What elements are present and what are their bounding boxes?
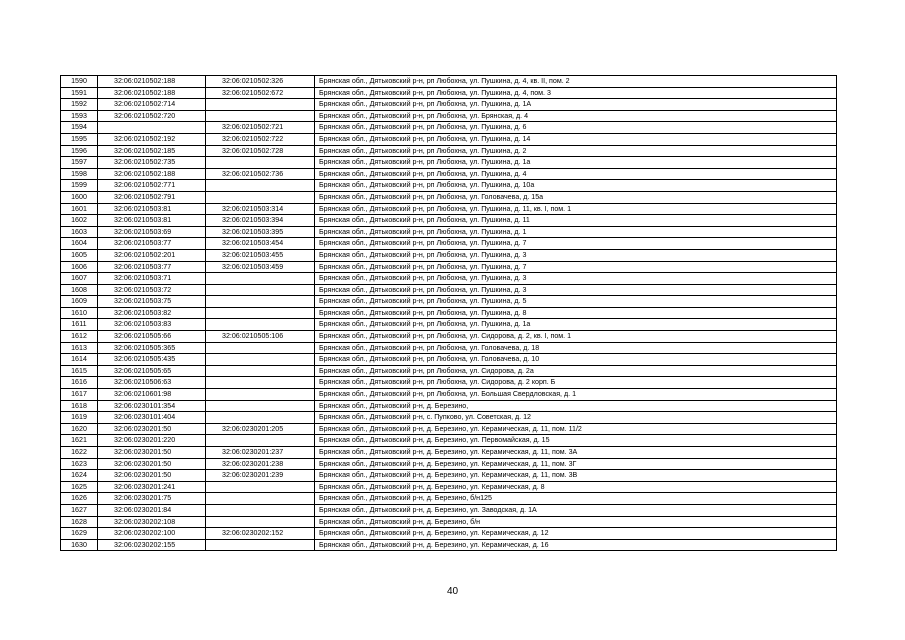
row-number-cell: 1611	[61, 319, 98, 331]
table-row	[61, 226, 837, 238]
address-cell: Брянская обл., Дятьковский р-н, рп Любохна, ул. Пушкина, д. 3	[315, 273, 837, 285]
parcel-number-cell: 32:06:0230201:220	[98, 435, 206, 447]
row-number-cell: 1615	[61, 365, 98, 377]
row-number-cell: 1602	[61, 215, 98, 227]
parcel-number-cell: 32:06:0230201:50	[98, 470, 206, 482]
object-number-cell: 32:06:0210502:722	[206, 133, 315, 145]
row-number-cell: 1628	[61, 516, 98, 528]
row-number-cell: 1609	[61, 296, 98, 308]
object-number-cell: 32:06:0230201:239	[206, 470, 315, 482]
table-row	[61, 87, 837, 99]
parcel-number-cell: 32:06:0210503:82	[98, 307, 206, 319]
row-number-cell: 1619	[61, 412, 98, 424]
address-cell: Брянская обл., Дятьковский р-н, рп Любохна, ул. Пушкина, д. 3	[315, 249, 837, 261]
row-number-cell: 1622	[61, 447, 98, 459]
parcel-number-cell: 32:06:0210503:81	[98, 215, 206, 227]
table-row	[61, 516, 837, 528]
object-number-cell: 32:06:0230201:205	[206, 423, 315, 435]
parcel-number-cell: 32:06:0210502:188	[98, 87, 206, 99]
row-number-cell: 1594	[61, 122, 98, 134]
object-number-cell: 32:06:0210502:736	[206, 168, 315, 180]
parcel-number-cell: 32:06:0230202:108	[98, 516, 206, 528]
address-cell: Брянская обл., Дятьковский р-н, рп Любохна, ул. Сидорова, д. 2, кв. I, пом. 1	[315, 331, 837, 343]
row-number-cell: 1598	[61, 168, 98, 180]
parcel-number-cell: 32:06:0210503:75	[98, 296, 206, 308]
parcel-number-cell: 32:06:0210503:69	[98, 226, 206, 238]
address-cell: Брянская обл., Дятьковский р-н, рп Любохна, ул. Пушкина, д. 10а	[315, 180, 837, 192]
row-number-cell: 1604	[61, 238, 98, 250]
row-number-cell: 1603	[61, 226, 98, 238]
row-number-cell: 1591	[61, 87, 98, 99]
table-row	[61, 423, 837, 435]
address-cell: Брянская обл., Дятьковский р-н, рп Любохна, ул. Пушкина, д. 7	[315, 238, 837, 250]
table-row	[61, 435, 837, 447]
row-number-cell: 1612	[61, 331, 98, 343]
address-cell: Брянская обл., Дятьковский р-н, рп Любохна, ул. Пушкина, д. 11, кв. I, пом. 1	[315, 203, 837, 215]
table-row	[61, 354, 837, 366]
parcel-number-cell: 32:06:0210503:72	[98, 284, 206, 296]
address-cell: Брянская обл., Дятьковский р-н, д. Березино, ул. Керамическая, д. 11, пом. 3В	[315, 470, 837, 482]
address-cell: Брянская обл., Дятьковский р-н, д. Березино, б/н125	[315, 493, 837, 505]
parcel-number-cell: 32:06:0210502:735	[98, 157, 206, 169]
parcel-number-cell: 32:06:0210505:66	[98, 331, 206, 343]
table-row	[61, 203, 837, 215]
row-number-cell: 1601	[61, 203, 98, 215]
table-row	[61, 331, 837, 343]
object-number-cell: 32:06:0230202:152	[206, 528, 315, 540]
object-number-cell: 32:06:0210505:106	[206, 331, 315, 343]
address-cell: Брянская обл., Дятьковский р-н, д. Березино,	[315, 400, 837, 412]
table-row	[61, 504, 837, 516]
address-cell: Брянская обл., Дятьковский р-н, рп Любохна, ул. Пушкина, д. 2	[315, 145, 837, 157]
object-number-cell: 32:06:0210503:459	[206, 261, 315, 273]
object-number-cell	[206, 365, 315, 377]
address-cell: Брянская обл., Дятьковский р-н, рп Любохна, ул. Брянская, д. 4	[315, 110, 837, 122]
row-number-cell: 1627	[61, 504, 98, 516]
table-row	[61, 481, 837, 493]
table-row	[61, 180, 837, 192]
row-number-cell: 1595	[61, 133, 98, 145]
object-number-cell	[206, 180, 315, 192]
object-number-cell	[206, 110, 315, 122]
address-cell: Брянская обл., Дятьковский р-н, д. Березино, ул. Первомайская, д. 15	[315, 435, 837, 447]
row-number-cell: 1624	[61, 470, 98, 482]
table-row	[61, 215, 837, 227]
object-number-cell: 32:06:0210502:672	[206, 87, 315, 99]
table-row	[61, 122, 837, 134]
object-number-cell	[206, 516, 315, 528]
address-cell: Брянская обл., Дятьковский р-н, д. Березино, ул. Керамическая, д. 16	[315, 539, 837, 551]
address-cell: Брянская обл., Дятьковский р-н, д. Березино, ул. Керамическая, д. 11, пом. 3А	[315, 447, 837, 459]
table-row	[61, 296, 837, 308]
address-cell: Брянская обл., Дятьковский р-н, д. Березино, ул. Керамическая, д. 11, пом. 11/2	[315, 423, 837, 435]
address-cell: Брянская обл., Дятьковский р-н, д. Березино, ул. Керамическая, д. 11, пом. 3Г	[315, 458, 837, 470]
parcel-number-cell: 32:06:0210502:188	[98, 168, 206, 180]
table-row	[61, 145, 837, 157]
address-cell: Брянская обл., Дятьковский р-н, рп Любохна, ул. Пушкина, д. 4	[315, 168, 837, 180]
address-cell: Брянская обл., Дятьковский р-н, рп Любохна, ул. Пушкина, д. 1а	[315, 157, 837, 169]
parcel-number-cell: 32:06:0230101:354	[98, 400, 206, 412]
page-number: 40	[446, 586, 459, 597]
object-number-cell	[206, 273, 315, 285]
object-number-cell	[206, 354, 315, 366]
table-row	[61, 284, 837, 296]
table-row	[61, 447, 837, 459]
parcel-number-cell: 32:06:0210502:771	[98, 180, 206, 192]
row-number-cell: 1616	[61, 377, 98, 389]
object-number-cell	[206, 342, 315, 354]
table-row	[61, 273, 837, 285]
parcel-number-cell: 32:06:0230201:50	[98, 447, 206, 459]
object-number-cell	[206, 377, 315, 389]
parcel-number-cell: 32:06:0210503:83	[98, 319, 206, 331]
address-cell: Брянская обл., Дятьковский р-н, с. Пупково, ул. Советская, д. 12	[315, 412, 837, 424]
object-number-cell	[206, 157, 315, 169]
object-number-cell: 32:06:0230201:238	[206, 458, 315, 470]
parcel-number-cell: 32:06:0210505:365	[98, 342, 206, 354]
address-cell: Брянская обл., Дятьковский р-н, рп Любохна, ул. Пушкина, д. 1А	[315, 99, 837, 111]
object-number-cell	[206, 412, 315, 424]
row-number-cell: 1606	[61, 261, 98, 273]
parcel-number-cell: 32:06:0210502:791	[98, 191, 206, 203]
object-number-cell: 32:06:0210503:314	[206, 203, 315, 215]
row-number-cell: 1607	[61, 273, 98, 285]
parcel-number-cell: 32:06:0230202:155	[98, 539, 206, 551]
row-number-cell: 1608	[61, 284, 98, 296]
address-cell: Брянская обл., Дятьковский р-н, рп Любохна, ул. Пушкина, д. 14	[315, 133, 837, 145]
parcel-number-cell: 32:06:0210505:435	[98, 354, 206, 366]
parcel-number-cell: 32:06:0210502:201	[98, 249, 206, 261]
row-number-cell: 1618	[61, 400, 98, 412]
address-cell: Брянская обл., Дятьковский р-н, рп Любохна, ул. Пушкина, д. 4, пом. 3	[315, 87, 837, 99]
parcel-number-cell: 32:06:0230201:50	[98, 458, 206, 470]
parcel-number-cell: 32:06:0230101:404	[98, 412, 206, 424]
row-number-cell: 1614	[61, 354, 98, 366]
object-number-cell	[206, 319, 315, 331]
table-row	[61, 365, 837, 377]
object-number-cell	[206, 389, 315, 401]
table-row	[61, 493, 837, 505]
table-row	[61, 528, 837, 540]
object-number-cell	[206, 99, 315, 111]
object-number-cell	[206, 191, 315, 203]
table-row	[61, 238, 837, 250]
object-number-cell: 32:06:0210502:728	[206, 145, 315, 157]
object-number-cell	[206, 435, 315, 447]
row-number-cell: 1617	[61, 389, 98, 401]
row-number-cell: 1620	[61, 423, 98, 435]
object-number-cell: 32:06:0210503:395	[206, 226, 315, 238]
table-row	[61, 168, 837, 180]
address-cell: Брянская обл., Дятьковский р-н, д. Березино, ул. Керамическая, д. 12	[315, 528, 837, 540]
row-number-cell: 1626	[61, 493, 98, 505]
table-row	[61, 470, 837, 482]
registry-table	[60, 75, 837, 551]
object-number-cell: 32:06:0210502:721	[206, 122, 315, 134]
address-cell: Брянская обл., Дятьковский р-н, рп Любохна, ул. Пушкина, д. 7	[315, 261, 837, 273]
parcel-number-cell: 32:06:0230201:84	[98, 504, 206, 516]
row-number-cell: 1599	[61, 180, 98, 192]
address-cell: Брянская обл., Дятьковский р-н, рп Любохна, ул. Пушкина, д. 5	[315, 296, 837, 308]
parcel-number-cell: 32:06:0230202:100	[98, 528, 206, 540]
table-row	[61, 377, 837, 389]
table-row	[61, 110, 837, 122]
table-row	[61, 76, 837, 88]
parcel-number-cell: 32:06:0230201:241	[98, 481, 206, 493]
parcel-number-cell: 32:06:0210502:714	[98, 99, 206, 111]
object-number-cell: 32:06:0210502:326	[206, 76, 315, 88]
parcel-number-cell: 32:06:0210503:77	[98, 261, 206, 273]
object-number-cell	[206, 284, 315, 296]
parcel-number-cell: 32:06:0210503:77	[98, 238, 206, 250]
object-number-cell	[206, 307, 315, 319]
address-cell: Брянская обл., Дятьковский р-н, д. Березино, ул. Керамическая, д. 8	[315, 481, 837, 493]
object-number-cell: 32:06:0210503:455	[206, 249, 315, 261]
table-row	[61, 342, 837, 354]
address-cell: Брянская обл., Дятьковский р-н, рп Любохна, ул. Пушкина, д. 1	[315, 226, 837, 238]
address-cell: Брянская обл., Дятьковский р-н, рп Любохна, ул. Пушкина, д. 4, кв. II, пом. 2	[315, 76, 837, 88]
object-number-cell: 32:06:0230201:237	[206, 447, 315, 459]
parcel-number-cell: 32:06:0210503:81	[98, 203, 206, 215]
parcel-number-cell: 32:06:0210505:65	[98, 365, 206, 377]
table-row	[61, 412, 837, 424]
table-row	[61, 458, 837, 470]
parcel-number-cell	[98, 122, 206, 134]
row-number-cell: 1610	[61, 307, 98, 319]
row-number-cell: 1625	[61, 481, 98, 493]
address-cell: Брянская обл., Дятьковский р-н, рп Любохна, ул. Головачева, д. 18	[315, 342, 837, 354]
address-cell: Брянская обл., Дятьковский р-н, рп Любохна, ул. Головачева, д. 10	[315, 354, 837, 366]
object-number-cell	[206, 296, 315, 308]
address-cell: Брянская обл., Дятьковский р-н, рп Любохна, ул. Пушкина, д. 6	[315, 122, 837, 134]
row-number-cell: 1600	[61, 191, 98, 203]
object-number-cell	[206, 539, 315, 551]
parcel-number-cell: 32:06:0210502:188	[98, 76, 206, 88]
table-row	[61, 99, 837, 111]
table-row	[61, 157, 837, 169]
address-cell: Брянская обл., Дятьковский р-н, рп Любохна, ул. Головачева, д. 15а	[315, 191, 837, 203]
parcel-number-cell: 32:06:0210506:63	[98, 377, 206, 389]
table-row	[61, 133, 837, 145]
parcel-number-cell: 32:06:0210502:185	[98, 145, 206, 157]
address-cell: Брянская обл., Дятьковский р-н, рп Любохна, ул. Пушкина, д. 11	[315, 215, 837, 227]
address-cell: Брянская обл., Дятьковский р-н, рп Любохна, ул. Пушкина, д. 1а	[315, 319, 837, 331]
object-number-cell: 32:06:0210503:454	[206, 238, 315, 250]
table-row	[61, 319, 837, 331]
row-number-cell: 1597	[61, 157, 98, 169]
row-number-cell: 1605	[61, 249, 98, 261]
parcel-number-cell: 32:06:0210502:192	[98, 133, 206, 145]
address-cell: Брянская обл., Дятьковский р-н, рп Любохна, ул. Сидорова, д. 2 корп. Б	[315, 377, 837, 389]
table-row	[61, 249, 837, 261]
row-number-cell: 1630	[61, 539, 98, 551]
row-number-cell: 1621	[61, 435, 98, 447]
address-cell: Брянская обл., Дятьковский р-н, рп Любохна, ул. Пушкина, д. 3	[315, 284, 837, 296]
row-number-cell: 1593	[61, 110, 98, 122]
row-number-cell: 1596	[61, 145, 98, 157]
row-number-cell: 1590	[61, 76, 98, 88]
parcel-number-cell: 32:06:0230201:50	[98, 423, 206, 435]
object-number-cell	[206, 481, 315, 493]
address-cell: Брянская обл., Дятьковский р-н, д. Березино, б/н	[315, 516, 837, 528]
table-row	[61, 307, 837, 319]
object-number-cell	[206, 493, 315, 505]
address-cell: Брянская обл., Дятьковский р-н, рп Любохна, ул. Большая Свердловская, д. 1	[315, 389, 837, 401]
registry-table-body	[61, 76, 837, 551]
row-number-cell: 1623	[61, 458, 98, 470]
parcel-number-cell: 32:06:0210503:71	[98, 273, 206, 285]
address-cell: Брянская обл., Дятьковский р-н, д. Березино, ул. Заводская, д. 1А	[315, 504, 837, 516]
row-number-cell: 1629	[61, 528, 98, 540]
address-cell: Брянская обл., Дятьковский р-н, рп Любохна, ул. Пушкина, д. 8	[315, 307, 837, 319]
row-number-cell: 1613	[61, 342, 98, 354]
object-number-cell: 32:06:0210503:394	[206, 215, 315, 227]
object-number-cell	[206, 400, 315, 412]
parcel-number-cell: 32:06:0210601:98	[98, 389, 206, 401]
table-row	[61, 261, 837, 273]
address-cell: Брянская обл., Дятьковский р-н, рп Любохна, ул. Сидорова, д. 2а	[315, 365, 837, 377]
table-row	[61, 539, 837, 551]
table-row	[61, 389, 837, 401]
table-row	[61, 400, 837, 412]
object-number-cell	[206, 504, 315, 516]
parcel-number-cell: 32:06:0230201:75	[98, 493, 206, 505]
table-row	[61, 191, 837, 203]
parcel-number-cell: 32:06:0210502:720	[98, 110, 206, 122]
row-number-cell: 1592	[61, 99, 98, 111]
